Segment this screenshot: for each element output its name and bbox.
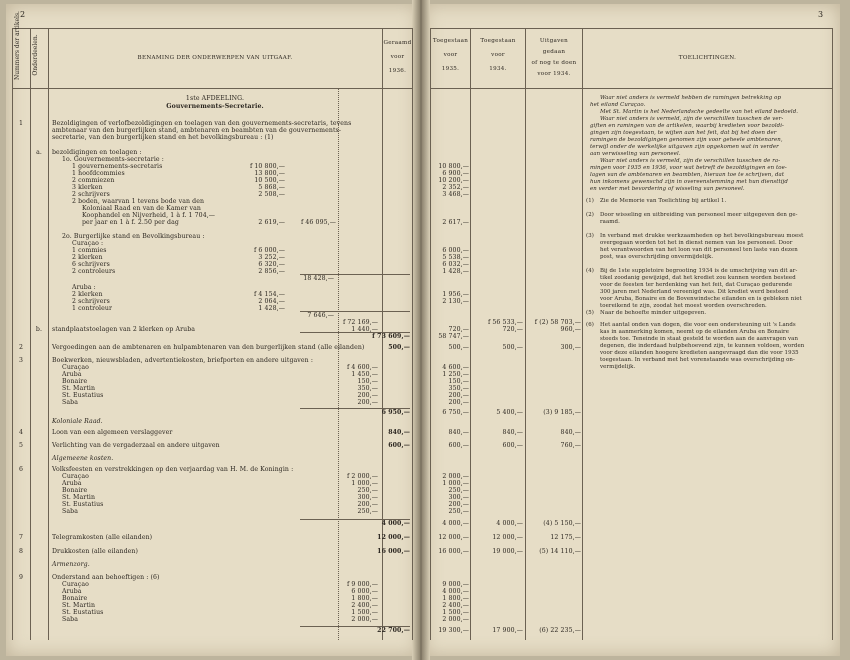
notes-intro-line: Waar niet anders is vermeld, zijn de verschillen tusschen de ver- [600, 116, 784, 122]
amount-uitgaven-1934: 300,— [560, 344, 581, 351]
amount-geraamd-1936: 840,— [388, 429, 410, 436]
sub-part-letter: a. [36, 149, 42, 156]
header-uitgaven: gedaan [542, 49, 566, 55]
row-description: standplaatstoelagen van 2 klerken op Aruba [52, 326, 196, 333]
row-description: 3 klerken [72, 184, 103, 191]
row-description: 1o. Gouvernements-secretarie : [62, 156, 164, 163]
note-text-line: voor deze eilanden hoogere kredieten aangevraagd dan die voor 1935 [600, 350, 799, 356]
amount-toegestaan-1935: 58 747,— [438, 333, 469, 340]
amount-toegestaan-1934: 600,— [502, 442, 523, 449]
row-description: Curaçao [62, 473, 89, 480]
amount-detail: 1 000,— [351, 480, 378, 487]
amount-sub: f 4 154,— [253, 291, 285, 298]
amount-detail: 1 500,— [351, 609, 378, 616]
amount-subtotal: 7 646,— [307, 312, 334, 319]
amount-toegestaan-1935: 150,— [448, 378, 469, 385]
note-text-line: Naar de behoefte minder uitgegeven. [600, 310, 707, 316]
row-description: 2 klerken [72, 291, 103, 298]
amount-toegestaan-1935: 6 032,— [442, 261, 469, 268]
subtotal-rule [300, 332, 410, 333]
amount-toegestaan-1934: 4 000,— [496, 520, 523, 527]
subtotal-rule [300, 311, 410, 312]
row-description: Armenzorg. [52, 561, 90, 568]
note-text-line: In verband met drukke werkzaamheden op het bevolkingsbureau moest [600, 233, 804, 239]
article-number: 3 [18, 357, 24, 364]
notes-intro-line: giften en ramingen van de artikelen, waarbij kredieten voor bezoldi- [590, 123, 784, 129]
header-toegestaan-1934: Toegestaan [480, 38, 516, 44]
amount-toegestaan-1934: 17 900,— [492, 627, 523, 634]
notes-intro-line: en verder met bevordering of wisseling van personeel. [590, 186, 745, 192]
notes-intro-line: ramingen de bezoldigingen genomen zijn voor geheele ambtenaren, [590, 137, 783, 143]
amount-toegestaan-1935: 9 000,— [442, 581, 469, 588]
column-rule [412, 28, 413, 640]
row-description: St. Eustatius [62, 609, 104, 616]
amount-toegestaan-1935: 1 428,— [442, 268, 469, 275]
amount-toegestaan-1935: 4 000,— [442, 588, 469, 595]
note-number: (5) [586, 310, 594, 316]
amount-detail: 200,— [357, 392, 378, 399]
note-text-line: raamd. [600, 219, 620, 225]
amount-uitgaven-1934: (5) 14 110,— [539, 548, 581, 555]
amount-uitgaven-1934: 960,— [560, 326, 581, 333]
notes-intro-line: aan verwisseling van personeel. [590, 151, 681, 157]
amount-detail: 150,— [357, 378, 378, 385]
amount-detail: 2 400,— [351, 602, 378, 609]
row-description: 2o. Burgerlijke stand en Bevolkingsbureau : [62, 233, 205, 240]
header-geraamd: Geraamd [383, 40, 412, 46]
row-description: Verlichting van de vergaderzaal en andere uitgaven [52, 442, 220, 449]
row-description: Boekwerken, nieuwsbladen, advertentiekosten, briefporten en andere uitgaven : [52, 357, 314, 364]
row-description: St. Martin [62, 385, 96, 392]
amount-toegestaan-1935: 2 000,— [442, 473, 469, 480]
amount-uitgaven-1934: (6) 22 235,— [539, 627, 581, 634]
notes-intro-line: terwijl onder de werkelijke uitgaven zijn opgekomen wat in verder [590, 144, 779, 150]
article-number: 9 [18, 574, 24, 581]
amount-toegestaan-1935: 6 750,— [442, 409, 469, 416]
amount-toegestaan-1935: 4 000,— [442, 520, 469, 527]
amount-detail: f 9 000,— [346, 581, 378, 588]
section-title: 1ste AFDEELING. [185, 95, 245, 102]
amount-sub: 2 508,— [258, 191, 285, 198]
column-rule [832, 28, 833, 640]
column-rule [582, 28, 583, 640]
header-uitgaven: voor 1934. [537, 71, 571, 77]
amount-sub: 10 500,— [254, 177, 285, 184]
article-number: 2 [18, 344, 24, 351]
amount-toegestaan-1934: 720,— [502, 326, 523, 333]
amount-geraamd-1936: 6 950,— [381, 409, 410, 416]
amount-uitgaven-1934: f (2) 58 703,— [534, 319, 581, 326]
note-text-line: 300 jaren met Nederland vereenigd was. Dit krediet werd besteed [600, 289, 789, 295]
amount-geraamd-1936: 500,— [388, 344, 410, 351]
page-number-right: 3 [818, 10, 824, 19]
article-number: 5 [18, 442, 24, 449]
amount-sub: 3 252,— [258, 254, 285, 261]
amount-toegestaan-1935: 720,— [448, 326, 469, 333]
amount-toegestaan-1935: 350,— [448, 385, 469, 392]
note-text-line: degenen, die inderdaad hulpbehoevend zijn, te kunnen voldoen, worden [600, 343, 805, 349]
amount-geraamd-1936: 4 000,— [381, 520, 410, 527]
row-description: Aruba [62, 371, 82, 378]
amount-detail: f 4 600,— [346, 364, 378, 371]
row-description: Curaçao [62, 581, 89, 588]
row-description: Aruba : [72, 284, 96, 291]
header-nummers: Nummers der artikels. [14, 11, 21, 80]
amount-detail: 300,— [357, 494, 378, 501]
page-number-left: 2 [20, 10, 26, 19]
amount-uitgaven-1934: (4) 5 150,— [543, 520, 581, 527]
amount-toegestaan-1935: 600,— [448, 442, 469, 449]
row-description: Aruba [62, 480, 82, 487]
article-number: 1 [18, 120, 24, 127]
amount-uitgaven-1934: (3) 9 185,— [543, 409, 581, 416]
note-number: (6) [586, 322, 594, 328]
amount-sub: 13 800,— [254, 170, 285, 177]
amount-toegestaan-1935: 19 300,— [438, 627, 469, 634]
amount-toegestaan-1935: 1 800,— [442, 595, 469, 602]
amount-detail: f 2 000,— [346, 473, 378, 480]
row-description: per jaar en 1 à f. 2.50 per dag [82, 219, 179, 226]
amount-detail: 200,— [357, 501, 378, 508]
amount-toegestaan-1935: 3 468,— [442, 191, 469, 198]
row-description: secretarie, van den burgerlijken stand en het bevolkingsbureau : (1) [52, 134, 274, 141]
note-text-line: toegestaan. In verband met het vorenstaande was overschrijding on- [600, 357, 795, 363]
row-description: 1 controleur [72, 305, 113, 312]
row-description: Koophandel en Nijverheid, 1 à f. 1 704,— [82, 212, 216, 219]
row-description: 2 schrijvers [72, 298, 110, 305]
note-number: (3) [586, 233, 594, 239]
amount-sub: f 10 800,— [249, 163, 285, 170]
article-number: 7 [18, 534, 24, 541]
row-description: St. Martin [62, 494, 96, 501]
amount-toegestaan-1935: 1 500,— [442, 609, 469, 616]
notes-intro-line: lagen van de ambtenaren en beambten, hieraan toe te schrijven, dat [590, 172, 785, 178]
column-rule [30, 28, 31, 640]
row-description: 2 schrijvers [72, 191, 110, 198]
row-description: Bezoldigingen of verlofbezoldigingen en toelagen van den gouvernements-secretaris, tevens [52, 120, 352, 127]
amount-toegestaan-1935: 300,— [448, 494, 469, 501]
notes-intro-line: Waar niet anders is vermeld hebben de ramingen betrekking op [600, 95, 782, 101]
amount-toegestaan-1935: 10 800,— [438, 163, 469, 170]
amount-toegestaan-1934: f 56 533,— [487, 319, 523, 326]
amount-toegestaan-1935: 2 130,— [442, 298, 469, 305]
row-description: Onderstand aan behoeftigen : (6) [52, 574, 160, 581]
note-number: (4) [586, 268, 594, 274]
row-description: Bonaire [62, 595, 88, 602]
amount-toegestaan-1935: 12 000,— [438, 534, 469, 541]
row-description: Telegramkosten (alle eilanden) [52, 534, 153, 541]
amount-toegestaan-1935: 200,— [448, 392, 469, 399]
header-toelichtingen: TOELICHTINGEN. [678, 55, 737, 61]
amount-sub: 2 856,— [258, 268, 285, 275]
amount-toegestaan-1934: 12 000,— [492, 534, 523, 541]
amount-detail: 200,— [357, 399, 378, 406]
header-toegestaan-1935: 1935. [441, 66, 460, 72]
amount-detail: 2 000,— [351, 616, 378, 623]
row-description: Koloniaal Raad en van de Kamer van [82, 205, 201, 212]
amount-detail: 1 800,— [351, 595, 378, 602]
amount-uitgaven-1934: 12 175,— [550, 534, 581, 541]
amount-toegestaan-1935: 6 900,— [442, 170, 469, 177]
note-text-line: het verantwoorden van het loon van dit personeel ten laste van dezen [600, 247, 798, 253]
header-bottom-rule [12, 88, 412, 89]
amount-toegestaan-1935: 2 352,— [442, 184, 469, 191]
note-number: (1) [586, 198, 594, 204]
section-subtitle: Gouvernements-Secretarie. [166, 103, 264, 110]
article-number: 8 [18, 548, 24, 555]
header-geraamd: 1936. [388, 68, 407, 74]
subtotal-rule [300, 408, 410, 409]
header-top-rule [12, 28, 412, 29]
amount-toegestaan-1935: 250,— [448, 508, 469, 515]
row-description: Loon van een algemeen verslaggever [52, 429, 173, 436]
amount-geraamd-1936: f 73 609,— [372, 333, 410, 340]
row-description: Curaçao [62, 364, 89, 371]
header-onderdeelen: Onderdeelen. [32, 34, 39, 76]
row-description: Bonaire [62, 378, 88, 385]
row-description: Vergoedingen aan de ambtenaren en hulpambtenaren van den burgerlijken stand (alle eilanden) [52, 344, 365, 351]
amount-geraamd-1936: 16 000,— [377, 548, 410, 555]
header-uitgaven: Uitgaven [539, 38, 569, 44]
header-toegestaan-1935: Toegestaan [432, 38, 469, 44]
subtotal-rule [300, 626, 410, 627]
row-description: 6 schrijvers [72, 261, 110, 268]
note-text-line: Bij de 1ste suppletoire begrooting 1934 is de umschrijving van dit ar- [600, 268, 798, 274]
amount-sub: 6 320,— [258, 261, 285, 268]
amount-toegestaan-1934: 5 400,— [496, 409, 523, 416]
row-description: St. Martin [62, 602, 96, 609]
header-uitgaven: of nog te doen [531, 60, 577, 66]
amount-toegestaan-1935: 2 400,— [442, 602, 469, 609]
note-number: (2) [586, 212, 594, 218]
amount-sub: f 6 000,— [253, 247, 285, 254]
row-description: 1 hoofdcommies [72, 170, 125, 177]
row-description: Curaçao : [72, 240, 104, 247]
notes-intro-line: hun inkomens gewenschd zijn in overeenstemming met hun diensttijd [590, 179, 788, 185]
notes-intro-line: gingen zijn toegestaan, te wijten aan het feit, dat bij het doen der [590, 130, 777, 136]
amount-toegestaan-1935: 4 600,— [442, 364, 469, 371]
note-text-line: voor Aruba, Bonaire en de Bovenwindsche eilanden en is gebleken niet [600, 296, 802, 302]
amount-toegestaan-1935: 1 000,— [442, 480, 469, 487]
column-rule [48, 28, 49, 640]
amount-sub: 2 064,— [258, 298, 285, 305]
row-description: 1 commies [72, 247, 107, 254]
amount-sub: 5 868,— [258, 184, 285, 191]
amount-detail: 6 000,— [351, 588, 378, 595]
note-text-line: post, was overschrijding onvermijdelijk. [600, 254, 714, 260]
row-description: ambtenaar van den burgerlijken stand, ambtenaren en beambten van de gouvernements- [52, 127, 342, 134]
row-description: St. Eustatius [62, 501, 104, 508]
amount-detail: 250,— [357, 508, 378, 515]
note-text-line: tikel zoodanig gewijzigd, dat het krediet zou kunnen worden besteed [600, 275, 796, 281]
amount-geraamd-1936: 600,— [388, 442, 410, 449]
amount-toegestaan-1935: 2 000,— [442, 616, 469, 623]
article-number: 4 [18, 429, 24, 436]
notes-intro-line: Waar niet anders is vermeld, zijn de verschillen tusschen de ra- [600, 158, 781, 164]
sub-part-letter: b. [35, 326, 43, 333]
amount-detail: 1 450,— [351, 371, 378, 378]
amount-toegestaan-1935: 1 956,— [442, 291, 469, 298]
row-description: Drukkosten (alle eilanden) [52, 548, 139, 555]
amount-toegestaan-1935: 840,— [448, 429, 469, 436]
amount-detail: 1 440,— [351, 326, 378, 333]
header-bottom-rule-right [430, 88, 832, 89]
row-description: Bonaire [62, 487, 88, 494]
notes-intro-line: het eiland Curaçao. [590, 102, 646, 108]
amount-sub: 2 619,— [258, 219, 285, 226]
amount-subtotal: f 46 095,— [300, 219, 336, 226]
notes-intro-line: mingen voor 1935 en 1936, voor wat betreft de bezoldigingen en toe- [590, 165, 787, 171]
header-top-rule-right [430, 28, 832, 29]
amount-toegestaan-1935: 16 000,— [438, 548, 469, 555]
article-number: 6 [18, 466, 24, 473]
row-description: 2 commiezen [72, 177, 115, 184]
row-description: Saba [62, 399, 78, 406]
subtotal-rule [300, 274, 410, 275]
row-description: Aruba [62, 588, 82, 595]
book-gutter [412, 0, 430, 660]
header-geraamd: voor [390, 54, 405, 60]
amount-toegestaan-1935: 2 617,— [442, 219, 469, 226]
note-text-line: Het aantal onden van dogen, die voor een ondersteuning uit 's Lands [600, 322, 796, 328]
amount-toegestaan-1935: 10 200,— [438, 177, 469, 184]
row-description: Saba [62, 508, 78, 515]
amount-uitgaven-1934: 760,— [560, 442, 581, 449]
row-description: bezoldigingen en toelagen : [52, 149, 142, 156]
amount-toegestaan-1934: 840,— [502, 429, 523, 436]
amount-detail: f 72 169,— [342, 319, 378, 326]
row-description: 2 klerken [72, 254, 103, 261]
row-description: 1 gouvernements-secretaris [72, 163, 163, 170]
row-description: 2 controleurs [72, 268, 116, 275]
header-toegestaan-1935: voor [443, 52, 458, 58]
row-description: Koloniale Raad. [52, 418, 103, 425]
note-text-line: toereikend te zijn, zoodat het moest worden overschreden. [600, 303, 767, 309]
amount-toegestaan-1935: 6 000,— [442, 247, 469, 254]
header-toegestaan-1934: 1934. [489, 66, 507, 72]
note-text-line: steeds toe. Teneinde in staat gesteld te worden aan de aanvragen van [600, 336, 799, 342]
amount-toegestaan-1935: 1 250,— [442, 371, 469, 378]
amount-toegestaan-1935: 5 538,— [442, 254, 469, 261]
amount-geraamd-1936: 12 000,— [377, 534, 410, 541]
row-description: Volksfeesten en verstrekkingen op den verjaardag van H. M. de Koningin : [52, 466, 294, 473]
amount-toegestaan-1934: 500,— [502, 344, 523, 351]
note-text-line: voor de feesten ter herdenking van het feit, dat Curaçao gedurende [600, 282, 793, 288]
subtotal-rule [300, 519, 410, 520]
notes-intro-line: Met St. Martin is het Nederlandsche gedeelte van het eiland bedoeld. [600, 109, 799, 115]
header-benaming: BENAMING DER ONDERWERPEN VAN UITGAAF. [137, 55, 293, 61]
amount-subtotal: 18 428,— [303, 275, 334, 282]
amount-uitgaven-1934: 840,— [560, 429, 581, 436]
amount-sub: 1 428,— [258, 305, 285, 312]
note-text-line: vermijdelijk. [600, 364, 636, 370]
note-text-line: overgegaan worden tot het in dienst nemen van los personeel. Door [600, 240, 793, 246]
row-description: Saba [62, 616, 78, 623]
note-text-line: Door wisseling en uitbreiding van personeel meer uitgegeven den ge- [600, 212, 798, 218]
amount-detail: 250,— [357, 487, 378, 494]
amount-toegestaan-1934: 19 000,— [492, 548, 523, 555]
amount-toegestaan-1935: 200,— [448, 501, 469, 508]
amount-detail: 350,— [357, 385, 378, 392]
row-description: 2 boden, waarvan 1 tevens bode van den [72, 198, 205, 205]
amount-toegestaan-1935: 200,— [448, 399, 469, 406]
header-toegestaan-1934: voor [491, 52, 505, 58]
row-description: St. Eustatius [62, 392, 104, 399]
amount-toegestaan-1935: 500,— [448, 344, 469, 351]
note-text-line: kas in aanmerking komen, neemt op de eilanden Aruba en Bonaire [600, 329, 790, 335]
row-description: Algemeene kosten. [52, 455, 114, 462]
amount-toegestaan-1935: 250,— [448, 487, 469, 494]
note-text-line: Zie de Memorie van Toelichting bij artikel 1. [600, 198, 727, 204]
amount-geraamd-1936: 22 700,— [377, 627, 410, 634]
